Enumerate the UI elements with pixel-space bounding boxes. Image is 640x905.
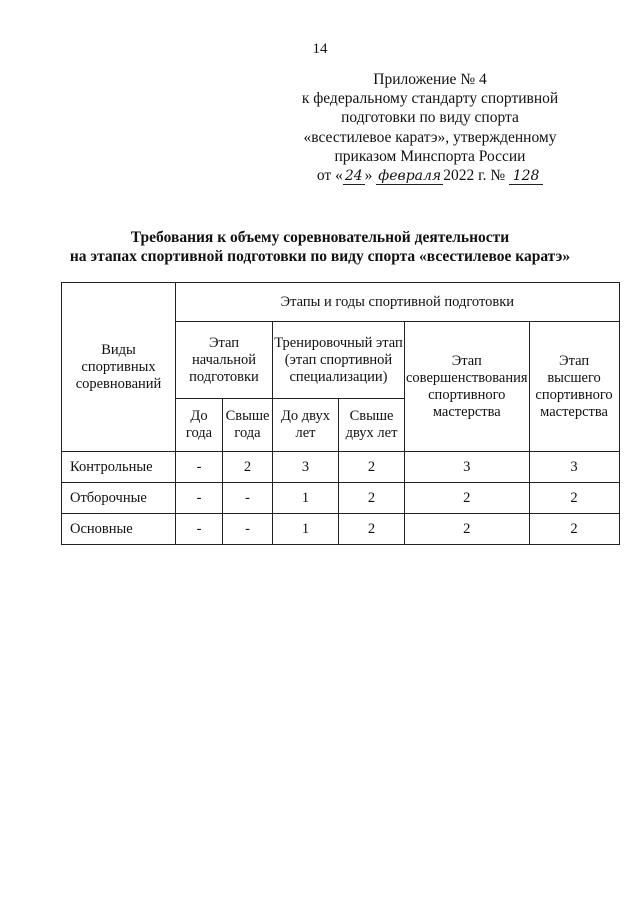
table-header-row [62, 283, 620, 322]
table-cell: 2 [405, 514, 530, 545]
table-cell: 2 [339, 514, 405, 545]
requirements-table [61, 282, 620, 545]
table-cell: 2 [529, 514, 619, 545]
header-over-year: Свыше года [223, 399, 273, 452]
header-kinds: Виды спортивных соревнований [62, 283, 176, 452]
table-cell: 2 [405, 483, 530, 514]
appendix-title: Приложение № 4 [373, 71, 487, 88]
header-stage-initial: Этап начальной подготовки [176, 322, 273, 399]
row-name: Отборочные [62, 483, 176, 514]
title-line: на этапах спортивной подготовки по виду спорта «всестилевое каратэ» [69, 247, 571, 265]
order-date-line [270, 166, 590, 185]
appendix-line: «всестилевое каратэ», утвержденному [303, 128, 557, 146]
table-cell: 1 [273, 514, 339, 545]
table-cell: 2 [529, 483, 619, 514]
header-stage-perfection: Этап совершенствования спортивного мастерства [405, 322, 530, 452]
handwritten-order-number: 128 [509, 169, 543, 185]
header-stage-highest: Этап высшего спортивного мастерства [529, 322, 619, 452]
table-cell: - [223, 483, 273, 514]
header-upto-year: До года [176, 399, 223, 452]
table-cell: 3 [529, 452, 619, 483]
appendix-line: к федеральному стандарту спортивной [301, 90, 559, 108]
table-cell: 3 [273, 452, 339, 483]
table-cell: - [176, 452, 223, 483]
table-cell: - [176, 483, 223, 514]
date-year: 2022 г. № [443, 167, 506, 185]
handwritten-day: 24 [344, 168, 363, 185]
table-cell: - [176, 514, 223, 545]
appendix-block [270, 70, 590, 185]
page-number: 14 [312, 41, 328, 57]
header-stages: Этапы и годы спортивной подготовки [176, 283, 620, 322]
row-name: Контрольные [62, 452, 176, 483]
table-cell: 3 [405, 452, 530, 483]
table-row [62, 514, 620, 545]
appendix-line: приказом Минспорта России [334, 147, 526, 165]
header-upto-two-years: До двух лет [273, 399, 339, 452]
table-cell: 2 [339, 452, 405, 483]
header-over-two-years: Свыше двух лет [339, 399, 405, 452]
handwritten-month: февраля [378, 168, 442, 185]
date-mid: » [364, 167, 373, 185]
appendix-line: подготовки по виду спорта [341, 109, 519, 127]
table-cell: 2 [223, 452, 273, 483]
table-row [62, 483, 620, 514]
table-cell: 2 [339, 483, 405, 514]
table-row [62, 452, 620, 483]
header-stage-training: Тренировочный этап (этап спортивной специализации) [273, 322, 405, 399]
title-line: Требования к объему соревновательной деятельности [130, 229, 510, 246]
table-cell: 1 [273, 483, 339, 514]
date-prefix: от « [316, 167, 343, 185]
table-cell: - [223, 514, 273, 545]
row-name: Основные [62, 514, 176, 545]
document-title [40, 229, 600, 266]
